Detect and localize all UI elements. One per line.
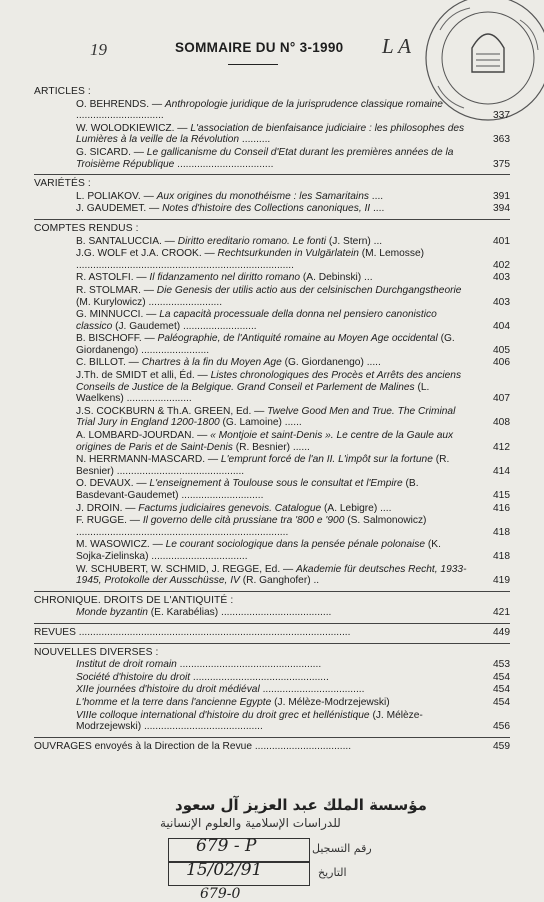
- entry-title: Die Genesis der utilis actio aus der celsinischen Durchgangstheorie: [156, 284, 462, 296]
- toc-section: [34, 741, 510, 753]
- entry-text: [76, 123, 470, 146]
- title-underline: [228, 64, 278, 65]
- entry-page-number: 403: [493, 272, 510, 284]
- entry-text: [76, 710, 470, 733]
- entry-leader: ..........................: [145, 296, 223, 308]
- section-title: ARTICLES :: [34, 86, 91, 97]
- entry-leader: ......: [290, 441, 310, 453]
- toc-entry: [34, 684, 510, 696]
- toc-entry: [34, 741, 510, 753]
- entry-leader: .............................: [178, 490, 264, 501]
- entry-leader: ................................................: [190, 671, 329, 683]
- entry-page-number: 403: [493, 296, 510, 308]
- entry-author: J. GAUDEMET. —: [76, 203, 160, 215]
- entry-author: B. SANTALUCCIA. —: [76, 235, 175, 247]
- section-divider: [34, 219, 510, 220]
- entry-page-number: 412: [493, 441, 510, 453]
- entry-text: [76, 333, 470, 356]
- entry-text: [76, 309, 470, 332]
- toc-entry: [34, 478, 510, 501]
- entry-page-number: 337: [493, 110, 510, 122]
- entry-extra: (G. Giordanengo): [281, 357, 364, 369]
- entry-author: B. BISCHOFF. —: [76, 333, 155, 345]
- entry-leader: ...: [370, 235, 383, 247]
- entry-author: R. ASTOLFI. —: [76, 272, 147, 284]
- toc-entry: [34, 539, 510, 562]
- toc-entry: [34, 710, 510, 733]
- toc-section: [34, 627, 510, 639]
- entry-title: Chartres à la fin du Moyen Age: [141, 357, 282, 369]
- entry-author: J.Th. de SMIDT et alli, Éd. —: [76, 370, 208, 382]
- toc-entry: [34, 248, 510, 271]
- entry-title: Factums judiciaires genevois. Catalogue: [138, 502, 322, 514]
- entry-title: Il governo delle cità prussiane tra '800 e '900: [142, 515, 345, 527]
- entry-page-number: 363: [493, 134, 510, 146]
- entry-page-number: 408: [493, 417, 510, 429]
- entry-text: [76, 147, 470, 170]
- entry-leader: ....................................: [259, 684, 365, 696]
- entry-page-number: 454: [493, 684, 510, 696]
- entry-title: Diritto ereditario romano. Le fonti: [177, 235, 327, 247]
- entry-leader: ...........................................................................: [76, 526, 289, 538]
- entry-extra: (J. Gaudemet): [112, 320, 181, 332]
- entry-leader: ....: [370, 203, 385, 215]
- entry-leader: ...............................: [76, 110, 164, 122]
- entry-leader: ....: [377, 502, 392, 514]
- toc-section: [34, 223, 510, 587]
- section-title: COMPTES RENDUS :: [34, 222, 139, 234]
- stamp-date-value: 15/02/91: [186, 860, 263, 880]
- toc-entry: [34, 564, 510, 587]
- entry-page-number: 419: [493, 575, 510, 587]
- entry-title: Notes d'histoire des Collections canoniques, II: [162, 203, 371, 215]
- toc-entry: [34, 99, 510, 122]
- entry-text: [34, 741, 470, 753]
- entry-title: Rechtsurkunden in Vulgärlatein: [217, 248, 359, 260]
- entry-leader: ......: [281, 417, 302, 429]
- toc-entry: [34, 406, 510, 429]
- entry-text: [76, 370, 470, 405]
- section-divider: [34, 623, 510, 624]
- entry-extra: (J. Stern): [326, 235, 371, 247]
- entry-title: L'homme et la terre dans l'ancienne Egypte: [76, 696, 272, 708]
- entry-title: La capacità processuale della donna nel pensiero canonistico classico: [76, 309, 437, 332]
- entry-extra: (J. Mélèze-Modrzejewski): [76, 709, 423, 733]
- entry-extra: (A. Lebigre): [321, 502, 378, 514]
- entry-extra: (M. Lemosse): [358, 248, 425, 260]
- stamp-bottom-value: 679-0: [200, 886, 241, 902]
- entry-author: G. MINNUCCI. —: [76, 309, 157, 321]
- entry-leader: ..........: [239, 134, 271, 146]
- entry-title: L'association de bienfaisance judiciaire : les philosophes des Lumières à la veille de la Révolution: [76, 122, 465, 146]
- section-title: NOUVELLES DIVERSES :: [34, 646, 159, 658]
- entry-leader: .............................................................................: [76, 259, 294, 271]
- entry-page-number: 404: [493, 320, 510, 332]
- entry-text: [76, 248, 470, 271]
- entry-extra: (M. Kurylowicz): [76, 296, 146, 308]
- entry-page-number: 391: [493, 190, 510, 202]
- entry-title: Anthropologie juridique de la jurisprudence classique romaine: [164, 98, 443, 110]
- toc-entry: [34, 370, 510, 405]
- toc-section: [34, 178, 510, 215]
- entry-page-number: 454: [493, 696, 510, 708]
- entry-text: [76, 357, 470, 369]
- entry-page-number: 418: [493, 526, 510, 538]
- entry-author: R. STOLMAR. —: [76, 284, 154, 296]
- entry-page-number: 421: [493, 607, 510, 619]
- stamp-arabic-line1: مؤسسة الملك عبد العزيز آل سعود: [175, 796, 427, 814]
- entry-text: [76, 272, 470, 284]
- entry-extra: (R. Ganghofer): [239, 575, 311, 587]
- entry-extra: (R. Besnier): [76, 454, 450, 477]
- toc-entry: [34, 515, 510, 538]
- stamp-date-label: التاريخ: [318, 866, 347, 879]
- entry-extra: (E. Karabélias): [147, 607, 219, 619]
- entry-text: [34, 627, 470, 639]
- toc-section: [34, 86, 510, 170]
- entry-leader: ....: [368, 190, 384, 202]
- entry-page-number: 416: [493, 502, 510, 514]
- entry-title: Aux origines du monothéisme : les Samaritains: [156, 190, 369, 202]
- toc-entry: [34, 627, 510, 639]
- entry-author: W. SCHUBERT, W. SCHMID, J. REGGE, Ed. —: [76, 563, 294, 575]
- entry-page-number: 375: [493, 158, 510, 170]
- entry-page-number: 459: [493, 740, 510, 752]
- entry-page-number: 418: [493, 550, 510, 562]
- toc-entry: [34, 333, 510, 356]
- entry-page-number: 454: [493, 671, 510, 683]
- toc-entry: [34, 123, 510, 146]
- toc-section: [34, 595, 510, 619]
- entry-leader: ................................................................................................: [75, 626, 351, 638]
- entry-leader: ...: [361, 272, 373, 284]
- entry-title: Le gallicanisme du Conseil d'Etat durant les premières années de la Troisième République: [76, 146, 454, 170]
- entry-leader: ..................................................: [176, 659, 322, 671]
- toc-entry: [34, 503, 510, 515]
- entry-leader: ..................................: [148, 550, 248, 562]
- entry-leader: ..: [310, 575, 320, 587]
- entry-leader: ..................................: [252, 740, 352, 752]
- entry-title: L'emprunt forcé de l'an II. L'impôt sur la fortune: [220, 454, 433, 466]
- entry-author: L. POLIAKOV. —: [76, 190, 154, 202]
- handwritten-mark-left: 19: [90, 40, 107, 59]
- entry-extra: envoyés à la Direction de la Revue: [91, 740, 253, 752]
- entry-author: J.S. COCKBURN & Th.A. GREEN, Ed. —: [76, 405, 265, 417]
- entry-title: Il fidanzamento nel diritto romano: [149, 272, 301, 284]
- entry-extra: (S. Salmonowicz): [344, 515, 427, 527]
- entry-leader: ..................................: [174, 158, 274, 170]
- entry-page-number: 407: [493, 393, 510, 405]
- toc-entry: [34, 607, 510, 619]
- entry-author: OUVRAGES: [34, 740, 92, 752]
- entry-text: [76, 539, 470, 562]
- entry-leader: .............................................: [113, 465, 245, 477]
- section-divider: [34, 643, 510, 644]
- toc-section: [34, 647, 510, 733]
- toc-entry: [34, 203, 510, 215]
- page-title: SOMMAIRE DU N° 3-1990: [175, 40, 344, 55]
- entry-author: W. WOLODKIEWICZ. —: [76, 122, 188, 134]
- toc-entry: [34, 191, 510, 203]
- toc-entry: [34, 357, 510, 369]
- section-title: VARIÉTÉS :: [34, 178, 91, 190]
- entry-text: [76, 503, 470, 515]
- entry-author: REVUES: [34, 626, 76, 638]
- entry-author: G. SICARD. —: [76, 146, 144, 158]
- entry-author: C. BILLOT. —: [76, 357, 139, 369]
- entry-leader: .....: [363, 357, 381, 369]
- entry-text: [76, 454, 470, 477]
- section-divider: [34, 737, 510, 738]
- entry-text: [76, 672, 470, 684]
- toc-entry: [34, 272, 510, 284]
- entry-page-number: 415: [493, 490, 510, 501]
- entry-page-number: 394: [493, 203, 510, 215]
- entry-text: [76, 236, 470, 248]
- entry-extra: (K. Sojka-Zielinska): [76, 539, 441, 562]
- entry-page-number: 406: [493, 357, 510, 369]
- entry-extra: (R. Besnier): [232, 441, 291, 453]
- entry-text: [76, 684, 470, 696]
- entry-leader: .......................: [123, 393, 192, 405]
- entry-author: F. RUGGE. —: [76, 515, 140, 527]
- entry-text: [76, 285, 470, 308]
- toc-entry: [34, 236, 510, 248]
- entry-title: Institut de droit romain: [76, 659, 177, 671]
- entry-title: VIIIe colloque international d'histoire du droit grec et hellénistique: [76, 709, 370, 721]
- entry-extra: (L. Waelkens): [76, 381, 430, 405]
- entry-title: L'enseignement à Toulouse sous le consultat et l'Empire: [149, 478, 403, 490]
- entry-extra: (G. Giordanengo): [76, 333, 455, 356]
- table-of-contents: [34, 83, 510, 753]
- toc-entry: [34, 697, 510, 709]
- stamp-arabic-line2: للدراسات الإسلامية والعلوم الإنسانية: [160, 816, 341, 830]
- entry-author: O. DEVAUX. —: [76, 478, 147, 490]
- entry-title: Akademie für deutsches Recht, 1933-1945, Protokolle der Ausschüsse, IV: [76, 563, 467, 587]
- entry-title: Monde byzantin: [76, 607, 148, 619]
- handwritten-mark-right: L A: [382, 34, 411, 58]
- entry-extra: (J. Mélèze-Modrzejewski): [271, 696, 390, 708]
- entry-title: Paléographie, de l'Antiquité romaine au Moyen Age occidental: [157, 333, 438, 345]
- entry-text: [76, 99, 470, 122]
- entry-text: [76, 607, 470, 619]
- entry-title: Listes chronologiques des Procès et Arrêts des anciens Conseils de Justice de la Belgique. Grand Conseil et Parlement de Malines: [76, 370, 462, 393]
- entry-page-number: 453: [493, 659, 510, 671]
- entry-page-number: 414: [493, 465, 510, 477]
- entry-author: A. LOMBARD-JOURDAN. —: [76, 430, 208, 442]
- entry-leader: .......................................: [218, 607, 332, 619]
- stamp-reg-label: رقم التسجيل: [312, 842, 372, 855]
- entry-text: [76, 515, 470, 538]
- toc-entry: [34, 147, 510, 170]
- entry-text: [76, 430, 470, 453]
- entry-title: Twelve Good Men and True. The Criminal Trial Jury in England 1200-1800: [76, 405, 456, 429]
- entry-text: [76, 659, 470, 671]
- entry-extra: (G. Lamoine): [219, 417, 282, 429]
- entry-title: Société d'histoire du droit: [76, 671, 191, 683]
- entry-page-number: 405: [493, 344, 510, 356]
- entry-author: N. HERRMANN-MASCARD. —: [76, 454, 219, 466]
- entry-title: « Montjoie et saint-Denis ». Le centre de la Gaule aux origines de Paris et de Saint-Denis: [76, 430, 454, 453]
- entry-extra: (B. Basdevant-Gaudemet): [76, 478, 419, 501]
- toc-entry: [34, 430, 510, 453]
- section-divider: [34, 591, 510, 592]
- entry-text: [76, 203, 470, 215]
- entry-text: [76, 478, 470, 501]
- toc-entry: [34, 454, 510, 477]
- toc-entry: [34, 285, 510, 308]
- entry-leader: ..........................................: [141, 721, 263, 733]
- toc-entry: [34, 672, 510, 684]
- section-divider: [34, 174, 510, 175]
- entry-page-number: 401: [493, 235, 510, 247]
- toc-entry: [34, 309, 510, 332]
- entry-extra: (A. Debinski): [300, 272, 362, 284]
- entry-leader: ..........................: [180, 320, 257, 332]
- entry-page-number: 402: [493, 259, 510, 271]
- entry-text: [76, 406, 470, 429]
- entry-author: M. WASOWICZ. —: [76, 539, 163, 551]
- entry-text: [76, 697, 470, 709]
- entry-page-number: 456: [493, 721, 510, 733]
- entry-title: XIIe journées d'histoire du droit médiéval: [76, 684, 260, 696]
- entry-title: Le courant sociologique dans la pensée pénale polonaise: [165, 539, 426, 551]
- section-title: CHRONIQUE. DROITS DE L'ANTIQUITÉ :: [34, 594, 234, 606]
- toc-entry: [34, 659, 510, 671]
- stamp-reg-value: 679 - P: [196, 836, 257, 856]
- entry-author: J.G. WOLF et J.A. CROOK. —: [76, 248, 215, 260]
- entry-text: [76, 564, 470, 587]
- entry-author: J. DROIN. —: [76, 502, 136, 514]
- entry-author: O. BEHRENDS. —: [76, 98, 163, 110]
- entry-page-number: 449: [493, 626, 510, 638]
- entry-leader: ........................: [138, 344, 210, 356]
- entry-text: [76, 191, 470, 203]
- registration-stamp: [0, 790, 544, 900]
